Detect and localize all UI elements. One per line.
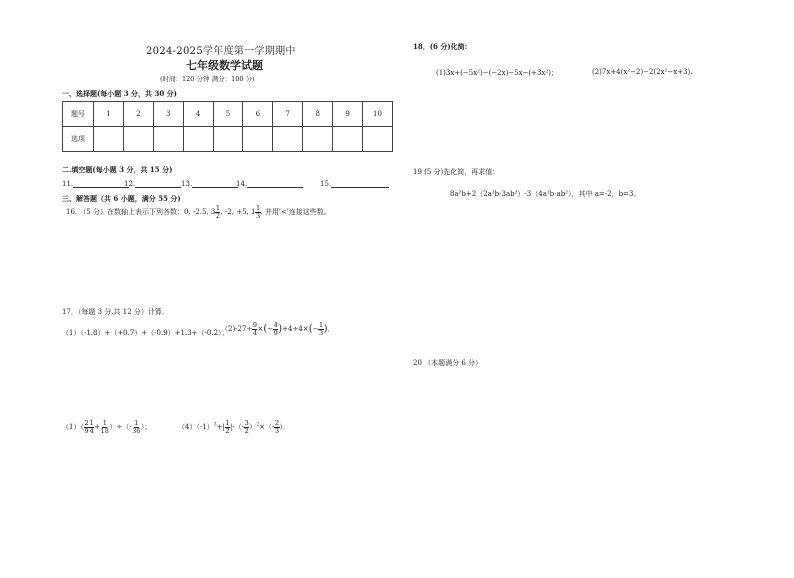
section2-heading: 二.填空题(每小题 3 分，共 15 分): [62, 165, 173, 174]
answer-cell[interactable]: [303, 127, 333, 152]
question-17-heading: 17．（每题 3 分,共 12 分）计算．: [62, 308, 169, 316]
q17-text: ×: [257, 325, 264, 333]
q16-text: 16. （5 分）在数轴上表示下列各数：0, -2.5, 3: [66, 208, 216, 216]
table-row: [63, 127, 393, 152]
question-number: 3: [153, 102, 183, 127]
answer-cell[interactable]: [183, 127, 213, 152]
answer-cell[interactable]: [94, 127, 124, 152]
answer-table: [62, 101, 393, 152]
exam-subtitle: 七年级数学试题: [186, 59, 263, 72]
fraction: $\frac{3}{2}$: [244, 419, 249, 435]
question-number: 6: [243, 102, 273, 127]
blank-12[interactable]: [124, 180, 181, 188]
fraction: $\frac{1}{4}$: [89, 419, 94, 435]
question-number: 7: [273, 102, 303, 127]
answer-cell[interactable]: [213, 127, 243, 152]
q17-text: ×（-: [259, 423, 275, 431]
fraction: $\frac{1}{36}$: [132, 419, 141, 435]
q17-text: |-（-: [230, 423, 245, 431]
blank-14[interactable]: [236, 180, 303, 188]
fraction: $\frac{1}{18}$: [100, 419, 109, 435]
question-number: 5: [213, 102, 243, 127]
answer-cell[interactable]: [333, 127, 363, 152]
fraction: $\frac{1}{3}$: [318, 321, 324, 337]
answer-cell[interactable]: [273, 127, 303, 152]
blank-15[interactable]: [320, 180, 389, 188]
blank-11[interactable]: [62, 180, 129, 188]
question-number: 8: [303, 102, 333, 127]
question-17-part3: （1）（ $\frac{2}{9}$ $\frac{1}{4}$ + $\frac{1}{18}$ ）÷（- $\frac{1}{36}$ ）；: [62, 419, 152, 435]
q16-text: , -2, +5, 1: [220, 208, 256, 216]
exam-info: (时间：120 分钟 满分：100 分): [160, 75, 255, 83]
fraction: $\frac{4}{9}$: [273, 321, 278, 337]
q17-text: ）；: [140, 423, 152, 431]
question-17-part2: （2)-27÷ $\frac{9}{4}$ ×(− $\frac{4}{9}$ )+4÷4×(− $\frac{1}{3}$ )．: [221, 321, 335, 337]
q17-text: （2)-27÷: [221, 325, 253, 333]
question-number: 9: [333, 102, 363, 127]
row-label-option: 选项: [63, 127, 94, 152]
blank-label: 12.: [124, 180, 136, 188]
fraction: $\frac{2}{3}$: [274, 419, 280, 435]
q17-text: +|: [216, 423, 225, 431]
answer-cell[interactable]: [153, 127, 183, 152]
row-label-number: 题号: [63, 102, 94, 127]
question-number: 10: [363, 102, 393, 127]
question-18-heading: 18．(6 分)化简:: [413, 42, 468, 51]
question-19-heading: 19 (5 分)先化简，再求值：: [413, 168, 500, 176]
blank-label: 13.: [181, 180, 193, 188]
fraction: $\frac{1}{3}$: [255, 204, 261, 220]
table-row: [63, 102, 393, 127]
q17-text: ）．: [279, 423, 291, 431]
answer-cell[interactable]: [243, 127, 273, 152]
section3-heading: 三、解答题（共 6 小题，满分 55 分): [62, 194, 181, 203]
q17-text: （1）（: [62, 423, 84, 431]
answer-cell[interactable]: [363, 127, 393, 152]
question-17-part4: [178, 420, 290, 434]
q17-text: ）: [249, 423, 257, 431]
q17-text: +4÷4×: [282, 325, 309, 333]
q17-text: ．: [327, 325, 335, 333]
blank-13[interactable]: [181, 180, 238, 188]
question-number: 4: [183, 102, 213, 127]
question-number: 1: [94, 102, 124, 127]
question-20-heading: 20 （本题满分 6 分）: [413, 359, 483, 367]
answer-cell[interactable]: [123, 127, 153, 152]
exponent: 3: [213, 422, 217, 428]
q16-text: . 并用'<'连接这些数。: [260, 208, 331, 216]
fraction: $\frac{1}{2}$: [215, 204, 220, 220]
fraction: $\frac{9}{4}$: [252, 321, 257, 337]
blank-label: 11.: [62, 180, 74, 188]
question-number: 2: [123, 102, 153, 127]
question-18-part2: (2)7x+4(x²−2)−2(2x²−x+3).: [592, 68, 693, 76]
fraction: $\frac{1}{2}$: [225, 419, 230, 435]
fraction: $\frac{2}{9}$: [84, 419, 89, 435]
question-16: [66, 205, 331, 219]
q17-text: （4）（-1）: [178, 423, 214, 431]
blank-label: 14.: [236, 180, 248, 188]
section1-heading: 一、选择题(每小题 3 分，共 30 分): [62, 89, 177, 98]
question-19-expression: 8a²b+2（2a²b-3ab²）-3（4a²b-ab²），其中 a=-2，b=3。: [450, 190, 641, 198]
question-18-part1: (1)3x+(−5x²)−(−2x)−5x−(+3x²)；: [436, 69, 558, 77]
exam-title: 2024-2025学年度第一学期期中: [146, 46, 296, 57]
exponent: 2: [256, 422, 260, 428]
blank-label: 15.: [320, 180, 332, 188]
q17-text: ）÷（-: [109, 423, 132, 431]
question-17-part1: （1）（-1.8）+（+0.7）+（-0.9）+1.3+（-0.2）；: [62, 329, 229, 337]
